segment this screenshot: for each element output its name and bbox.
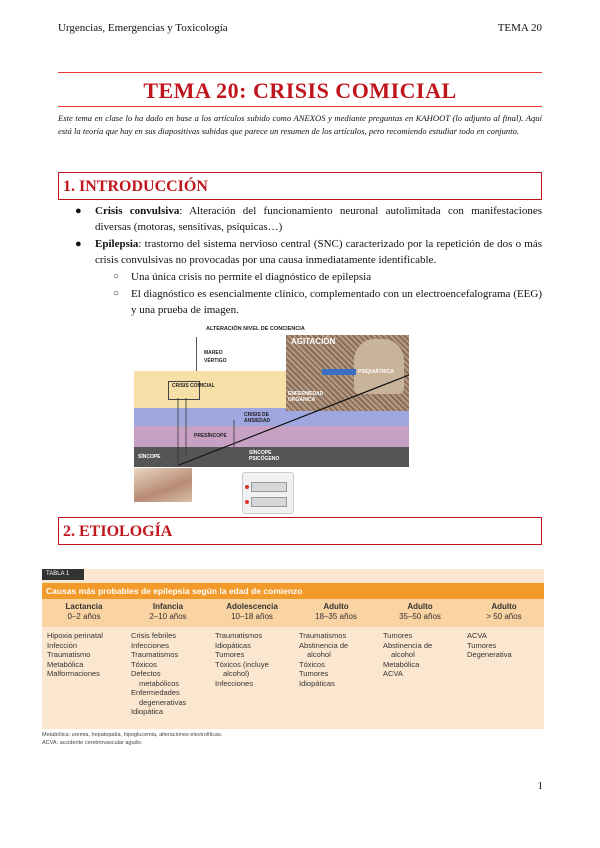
column-range: 0–2 años <box>67 612 101 621</box>
column-title: Adulto <box>491 602 517 611</box>
label-presincope: PRESÍNCOPE <box>194 433 227 439</box>
table-footnotes <box>42 731 222 747</box>
bullet-term: Crisis convulsiva <box>95 205 180 217</box>
label-psiquiatrica: PSIQUIÁTRICA <box>358 369 394 375</box>
table-tag: TABLA 1 <box>42 569 84 580</box>
table-cell: alcohol <box>307 650 331 659</box>
header-right: TEMA 20 <box>497 22 542 34</box>
label-mareo: MAREO <box>204 350 223 356</box>
table-column <box>42 602 126 622</box>
table-cell: Metabólica <box>47 659 84 669</box>
label-organica: ENFERMEDAD ORGÁNICA <box>288 391 324 403</box>
column-title: Adulto <box>407 602 433 611</box>
table-cell: Traumatismos <box>215 631 263 640</box>
column-range: 10–18 años <box>231 612 273 621</box>
table-cell: Abstinencia de <box>383 640 433 650</box>
title-rule-top <box>58 72 542 73</box>
table-cell: Crisis febriles <box>131 631 177 640</box>
diagram-lines <box>134 325 409 467</box>
column-range: 18–35 años <box>315 612 357 621</box>
footnote: ACVA: accidente cerebrovascular agudo. <box>42 740 143 746</box>
bullet-text: : trastorno del sistema nervioso central (SNC) caracterizado por la repetición de dos o más crisis convulsivas no provocadas por una causa inmediatamente identificable. <box>95 238 542 266</box>
section-introduccion: 1. INTRODUCCIÓN <box>58 172 542 200</box>
table-cell: Traumatismos <box>131 650 179 659</box>
table-cell: Infecciones <box>215 678 253 688</box>
intro-note: Este tema en clase lo ha dado en base a los artículos subido como ANEXOS y mediante preguntas en KAHOOT (lo adjunto al final). Aquí está la teoría que hay en sus diapositivas subidas que parece un resumen de los artículos, pero recomiendo estudiar todo en conjunto. <box>58 113 542 136</box>
table-cell: Tóxicos <box>131 659 157 669</box>
table-cell: Infección <box>47 640 78 650</box>
label-sincope: SÍNCOPE <box>138 454 161 460</box>
column-cells <box>131 631 186 717</box>
consciousness-diagram <box>134 325 409 467</box>
table-cell: Tumores <box>215 650 245 659</box>
column-cells <box>383 631 432 679</box>
table-cell: Traumatismo <box>47 650 91 659</box>
diagram-title: ALTERACIÓN NIVEL DE CONCIENCIA <box>206 326 305 332</box>
table-cell: Metabólica <box>383 659 420 669</box>
table-cell: ACVA <box>467 631 487 640</box>
table-cell: Infecciones <box>131 640 169 650</box>
column-cells <box>467 631 512 660</box>
table-column <box>294 602 378 622</box>
patient-photo <box>134 468 192 502</box>
table-cell: Tumores <box>383 631 413 640</box>
label-vertigo: VÉRTIGO <box>204 358 227 364</box>
column-title: Infancia <box>152 602 184 611</box>
column-title: Adulto <box>323 602 349 611</box>
table-cell: ACVA <box>383 669 403 678</box>
subbullet-text: Una única crisis no permite el diagnóstico de epilepsia <box>131 271 372 283</box>
header-left: Urgencias, Emergencias y Toxicología <box>58 22 228 34</box>
table-cell: alcohol <box>391 650 415 659</box>
table-cell: Tóxicos (incluye <box>215 659 269 669</box>
page-title: TEMA 20: CRISIS COMICIAL <box>143 78 457 103</box>
subbullet-diagnostico: ○ El diagnóstico es esencialmente clínico, complementado con un electroencefalograma (EEG) y una prueba de imagen. <box>113 288 542 316</box>
device-image <box>242 472 294 514</box>
subbullet-text: El diagnóstico es esencialmente clínico, complementado con un electroencefalograma (EEG) y una prueba de imagen. <box>131 288 542 316</box>
table-cell: degenerativas <box>139 697 187 707</box>
section-etiologia: 2. ETIOLOGÍA <box>58 517 542 545</box>
column-title: Lactancia <box>65 602 103 611</box>
table-cell: Idiopáticas <box>299 678 335 688</box>
table-caption: Causas más probables de epilepsia según la edad de comienzo <box>42 583 544 599</box>
subbullet-unica-crisis: ○ Una única crisis no permite el diagnóstico de epilepsia <box>113 269 542 285</box>
column-title: Adolescencia <box>226 602 278 611</box>
table-cell: metabólicos <box>139 678 180 688</box>
table-cell: Malformaciones <box>47 669 100 678</box>
table-cell: Tumores <box>299 669 329 678</box>
label-agitacion: AGITACIÓN <box>291 337 336 346</box>
table-column <box>126 602 210 622</box>
page-number: 1 <box>537 780 543 792</box>
table-cell: Defectos <box>131 669 161 678</box>
column-cells <box>299 631 348 688</box>
label-crisis-comicial: CRISIS COMICIAL <box>172 383 215 389</box>
table-cell: Traumatismos <box>299 631 347 640</box>
table-cell: Degenerativa <box>467 650 512 659</box>
column-cells <box>215 631 269 688</box>
table-cell: alcohol) <box>223 669 250 678</box>
table-cell: Tóxicos <box>299 659 325 669</box>
label-sincope-psicogeno: SÍNCOPE PSICÓGENO <box>249 450 280 462</box>
table-cell: Idiopáticas <box>215 640 251 650</box>
table-column <box>462 602 546 622</box>
column-range: 2–10 años <box>149 612 187 621</box>
page-header <box>58 22 542 34</box>
column-range: 35–50 años <box>399 612 441 621</box>
title-rule-bottom <box>58 106 542 107</box>
table-cell: Idiopática <box>131 707 164 716</box>
column-cells <box>47 631 103 679</box>
bullet-crisis-convulsiva: ● Crisis convulsiva: Alteración del funcionamiento neuronal autolimitada con manifestaciones diversas (motoras, sensitivas, psíquicas…) <box>75 205 543 233</box>
table-cell: Abstinencia de <box>299 640 349 650</box>
table-cell: Enfermedades <box>131 688 180 697</box>
bullet-text: : Alteración del funcionamiento neuronal autolimitada con manifestaciones diversas (motoras, sensitivas, psíquicas…) <box>95 205 543 233</box>
etiology-table <box>42 569 544 729</box>
table-column <box>378 602 462 622</box>
column-range: > 50 años <box>486 612 522 621</box>
bullet-term: Epilepsia <box>95 238 139 250</box>
footnote: Metabólica: uremia, hepatopatía, hipoglucemia, alteraciones electrolíticas. <box>42 732 223 738</box>
bullet-epilepsia: ● Epilepsia: trastorno del sistema nervioso central (SNC) caracterizado por la repetición de dos o más crisis convulsivas no provocadas por una causa inmediatamente identificable. <box>75 238 542 266</box>
table-cell: Tumores <box>467 640 497 650</box>
label-crisis-ansiedad: CRISIS DE ANSIEDAD <box>244 412 271 424</box>
table-cell: Hipoxia perinatal <box>47 631 103 640</box>
table-column <box>210 602 294 622</box>
